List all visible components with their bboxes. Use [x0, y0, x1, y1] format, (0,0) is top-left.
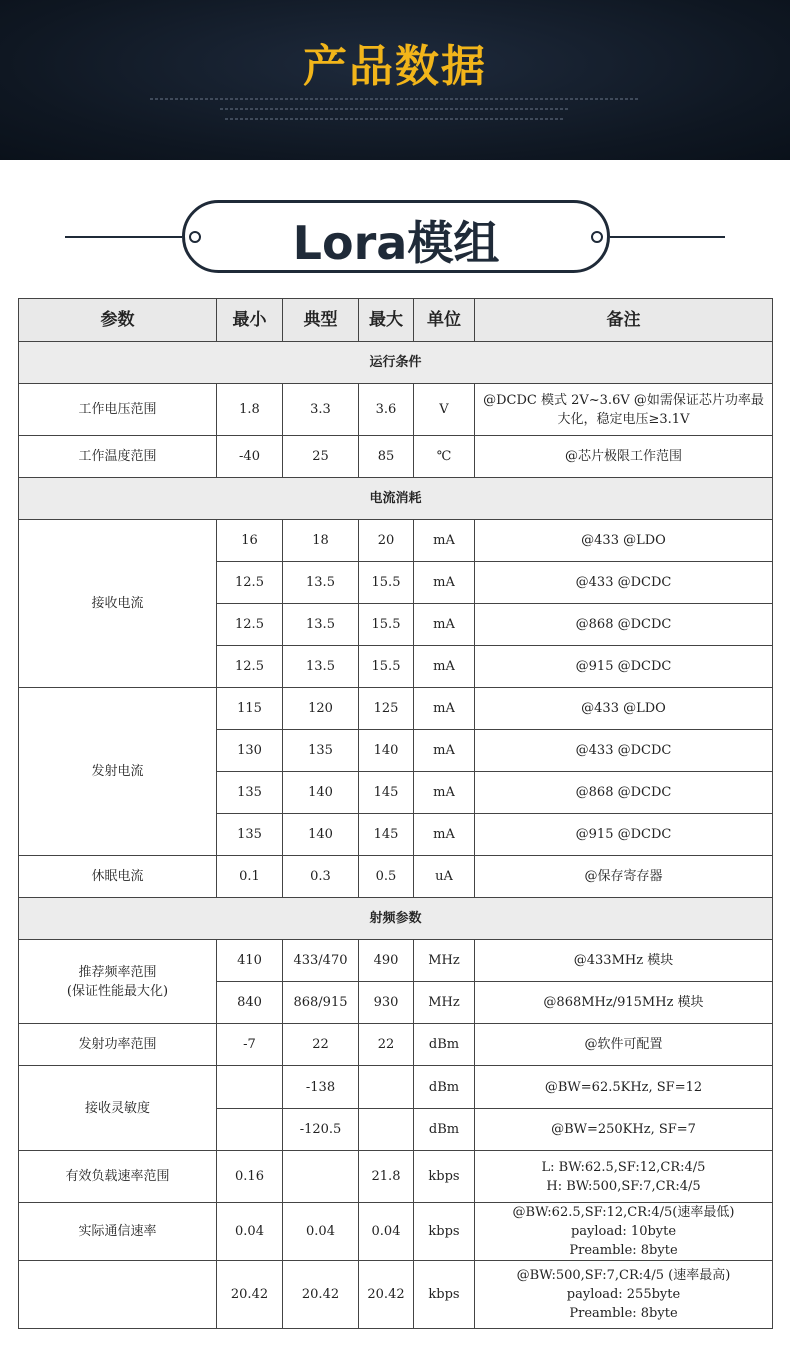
param-cell: 实际通信速率: [19, 1203, 217, 1261]
typ-cell: 135: [283, 730, 359, 772]
max-cell: 15.5: [359, 604, 414, 646]
typ-cell: 140: [283, 772, 359, 814]
min-cell: 12.5: [217, 646, 283, 688]
banner-title: 产品数据: [303, 41, 487, 92]
note-line: Preamble: 8byte: [569, 1243, 678, 1258]
note-cell: @915 @DCDC: [475, 814, 773, 856]
min-cell: 115: [217, 688, 283, 730]
param-cell: [19, 940, 217, 1024]
unit-cell: mA: [414, 562, 475, 604]
typ-cell: 433/470: [283, 940, 359, 982]
header-cell: 参数: [19, 299, 217, 342]
group-title: 电流消耗: [19, 478, 773, 520]
note-cell: @433 @LDO: [475, 520, 773, 562]
max-cell: 15.5: [359, 562, 414, 604]
note-line: @BW:62.5,SF:12,CR:4/5(速率最低): [512, 1205, 735, 1220]
note-cell: @433 @DCDC: [475, 730, 773, 772]
note-line: H: BW:500,SF:7,CR:4/5: [546, 1178, 701, 1194]
group-row: [19, 898, 773, 940]
typ-cell: 868/915: [283, 982, 359, 1024]
note-cell: @868 @DCDC: [475, 604, 773, 646]
typ-cell: 13.5: [283, 646, 359, 688]
max-cell: 490: [359, 940, 414, 982]
table-row: [19, 1261, 773, 1329]
group-title: 射频参数: [19, 898, 773, 940]
note-cell: [475, 384, 773, 436]
table-row: [19, 688, 773, 730]
unit-cell: mA: [414, 646, 475, 688]
unit-cell: mA: [414, 688, 475, 730]
min-cell: -7: [217, 1024, 283, 1066]
typ-cell: 0.3: [283, 856, 359, 898]
unit-cell: dBm: [414, 1024, 475, 1066]
min-cell: 135: [217, 814, 283, 856]
note-cell: @BW=250KHz, SF=7: [475, 1109, 773, 1151]
min-cell: 0.1: [217, 856, 283, 898]
unit-cell: dBm: [414, 1066, 475, 1109]
max-cell: 20: [359, 520, 414, 562]
note-cell: @433 @DCDC: [475, 562, 773, 604]
table-row: [19, 520, 773, 562]
typ-cell: 3.3: [283, 384, 359, 436]
typ-cell: [283, 1151, 359, 1203]
typ-cell: -120.5: [283, 1109, 359, 1151]
note-cell: @保存寄存器: [475, 856, 773, 898]
param-cell: [19, 1261, 217, 1329]
param-cell: 接收灵敏度: [19, 1066, 217, 1151]
min-cell: [217, 1066, 283, 1109]
table-row: [19, 1203, 773, 1261]
note-line: payload: 10byte: [570, 1224, 677, 1239]
min-cell: -40: [217, 436, 283, 478]
max-cell: [359, 1109, 414, 1151]
max-cell: 145: [359, 814, 414, 856]
header-cell: 单位: [414, 299, 475, 342]
unit-cell: V: [414, 384, 475, 436]
max-cell: 0.5: [359, 856, 414, 898]
note-line: @BW:500,SF:7,CR:4/5 (速率最高): [516, 1268, 731, 1283]
table-row: [19, 1066, 773, 1109]
typ-cell: 22: [283, 1024, 359, 1066]
max-cell: 930: [359, 982, 414, 1024]
unit-cell: mA: [414, 604, 475, 646]
note-cell: [475, 1203, 773, 1261]
unit-cell: mA: [414, 772, 475, 814]
min-cell: 16: [217, 520, 283, 562]
note-line: payload: 255byte: [566, 1287, 681, 1302]
note-cell: @915 @DCDC: [475, 646, 773, 688]
banner-decor-line: [220, 108, 570, 110]
max-cell: 3.6: [359, 384, 414, 436]
unit-cell: kbps: [414, 1261, 475, 1329]
table-row: [19, 384, 773, 436]
note-cell: [475, 1151, 773, 1203]
typ-cell: 13.5: [283, 604, 359, 646]
unit-cell: MHz: [414, 982, 475, 1024]
typ-cell: 25: [283, 436, 359, 478]
max-cell: 21.8: [359, 1151, 414, 1203]
table-row: [19, 1151, 773, 1203]
param-cell: 发射功率范围: [19, 1024, 217, 1066]
typ-cell: 18: [283, 520, 359, 562]
note-cell: [475, 1261, 773, 1329]
group-title: 运行条件: [19, 342, 773, 384]
min-cell: 12.5: [217, 604, 283, 646]
unit-cell: mA: [414, 814, 475, 856]
header-cell: 典型: [283, 299, 359, 342]
section-divider-left: [65, 236, 182, 238]
note-cell: @芯片极限工作范围: [475, 436, 773, 478]
banner-decor-line: [225, 118, 565, 120]
note-line: L: BW:62.5,SF:12,CR:4/5: [541, 1159, 706, 1175]
typ-cell: 13.5: [283, 562, 359, 604]
param-cell: 有效负载速率范围: [19, 1151, 217, 1203]
typ-cell: 0.04: [283, 1203, 359, 1261]
typ-cell: 140: [283, 814, 359, 856]
min-cell: 410: [217, 940, 283, 982]
unit-cell: kbps: [414, 1203, 475, 1261]
max-cell: 85: [359, 436, 414, 478]
banner-decor-line: [150, 98, 640, 100]
note-cell: @软件可配置: [475, 1024, 773, 1066]
table-header-row: [19, 299, 773, 342]
unit-cell: MHz: [414, 940, 475, 982]
section-divider-right: [610, 236, 725, 238]
param-line: (保证性能最大化): [66, 983, 169, 999]
table-row: [19, 940, 773, 982]
typ-cell: -138: [283, 1066, 359, 1109]
param-cell: 接收电流: [19, 520, 217, 688]
min-cell: 0.16: [217, 1151, 283, 1203]
group-row: [19, 478, 773, 520]
max-cell: 125: [359, 688, 414, 730]
unit-cell: mA: [414, 730, 475, 772]
min-cell: 0.04: [217, 1203, 283, 1261]
max-cell: 20.42: [359, 1261, 414, 1329]
spec-table: [18, 298, 773, 1329]
note-cell: @868MHz/915MHz 模块: [475, 982, 773, 1024]
typ-cell: 120: [283, 688, 359, 730]
note-line: 大化，稳定电压≥3.1V: [557, 411, 690, 427]
group-row: [19, 342, 773, 384]
note-cell: @433 @LDO: [475, 688, 773, 730]
section-title: Lora模组: [292, 216, 500, 270]
unit-cell: ℃: [414, 436, 475, 478]
max-cell: 15.5: [359, 646, 414, 688]
min-cell: [217, 1109, 283, 1151]
max-cell: [359, 1066, 414, 1109]
header-cell: 最小: [217, 299, 283, 342]
min-cell: 135: [217, 772, 283, 814]
param-cell: 工作温度范围: [19, 436, 217, 478]
unit-cell: kbps: [414, 1151, 475, 1203]
typ-cell: 20.42: [283, 1261, 359, 1329]
note-line: @DCDC 模式 2V~3.6V @如需保证芯片功率最: [483, 392, 764, 408]
header-cell: 备注: [475, 299, 773, 342]
note-cell: @433MHz 模块: [475, 940, 773, 982]
table-row: [19, 1024, 773, 1066]
header-banner: [0, 0, 790, 160]
param-cell: 休眠电流: [19, 856, 217, 898]
max-cell: 140: [359, 730, 414, 772]
min-cell: 1.8: [217, 384, 283, 436]
param-line: 推荐频率范围: [78, 964, 157, 980]
unit-cell: uA: [414, 856, 475, 898]
max-cell: 0.04: [359, 1203, 414, 1261]
note-line: Preamble: 8byte: [569, 1306, 678, 1321]
unit-cell: mA: [414, 520, 475, 562]
note-cell: @BW=62.5KHz, SF=12: [475, 1066, 773, 1109]
table-row: [19, 856, 773, 898]
table-row: [19, 436, 773, 478]
note-cell: @868 @DCDC: [475, 772, 773, 814]
min-cell: 840: [217, 982, 283, 1024]
min-cell: 12.5: [217, 562, 283, 604]
min-cell: 130: [217, 730, 283, 772]
param-cell: 工作电压范围: [19, 384, 217, 436]
header-cell: 最大: [359, 299, 414, 342]
unit-cell: dBm: [414, 1109, 475, 1151]
param-cell: 发射电流: [19, 688, 217, 856]
max-cell: 22: [359, 1024, 414, 1066]
min-cell: 20.42: [217, 1261, 283, 1329]
max-cell: 145: [359, 772, 414, 814]
